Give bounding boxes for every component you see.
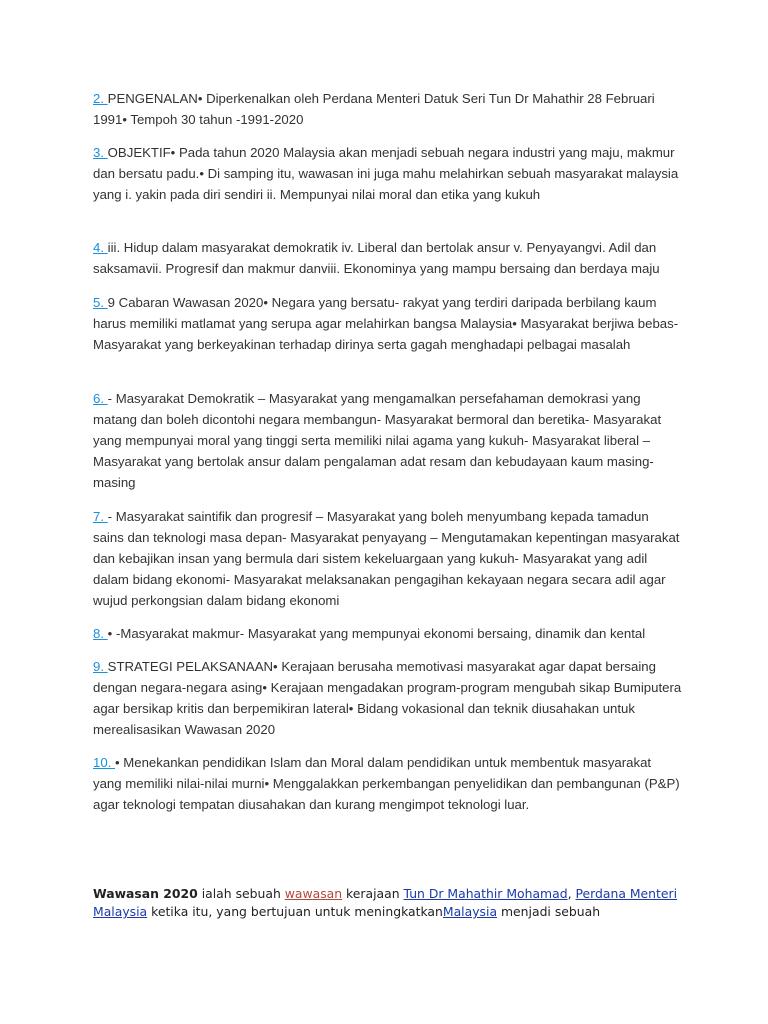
paragraph-4 bbox=[93, 237, 683, 279]
paragraph-text: • -Masyarakat makmur- Masyarakat yang mempunyai ekonomi bersaing, dinamik dan kental bbox=[107, 626, 646, 641]
page-link-4[interactable]: 4. bbox=[93, 240, 108, 255]
page-link-8[interactable]: 8. bbox=[93, 626, 108, 641]
page-link-2[interactable]: 2. bbox=[93, 91, 108, 106]
link-wawasan[interactable]: wawasan bbox=[284, 886, 343, 901]
paragraph-text: OBJEKTIF• Pada tahun 2020 Malaysia akan menjadi sebuah negara industri yang maju, makmur dan bersatu padu.• Di samping itu, wawasan ini juga mahu melahirkan sebuah masyarakat malaysia yang i. yakin pada diri sendiri ii. Mempunyai nilai moral dan etika yang kukuh bbox=[93, 145, 679, 202]
footer-text: kerajaan bbox=[342, 886, 404, 901]
page-link-3[interactable]: 3. bbox=[93, 145, 108, 160]
link-mahathir[interactable]: Tun Dr Mahathir Mohamad bbox=[403, 886, 568, 901]
paragraph-text: 9 Cabaran Wawasan 2020• Negara yang bersatu- rakyat yang terdiri daripada berbilang kaum harus memiliki matlamat yang serupa agar melahirkan bangsa Malaysia• Masyarakat berjiwa bebas- Masyarakat yang berkeyakinan terhadap dirinya serta gagah menghadapi pelbagai masalah bbox=[93, 295, 679, 352]
paragraph-text: PENGENALAN• Diperkenalkan oleh Perdana Menteri Datuk Seri Tun Dr Mahathir 28 Februari 1991• Tempoh 30 tahun -1991-2020 bbox=[93, 91, 655, 127]
page-link-6[interactable]: 6. bbox=[93, 391, 108, 406]
paragraph-3 bbox=[93, 142, 683, 205]
paragraph-text: - Masyarakat saintifik dan progresif – Masyarakat yang boleh menyumbang kepada tamadun sains dan teknologi masa depan- Masyarakat penyayang – Mengutamakan kepentingan masyarakat dan kebajikan insan yang bermula dari sistem kekeluargaan yang kukuh- Masyarakat yang adil dalam bidang ekonomi- Masyarakat melaksanakan pengagihan kekayaan negara secara adil agar wujud perkongsian dalam bidang ekonomi bbox=[93, 509, 680, 608]
footer-text: ketika itu, yang bertujuan untuk meningkatkan bbox=[147, 904, 443, 919]
footer-bold-title: Wawasan 2020 bbox=[93, 886, 198, 901]
link-perdana-menteri[interactable]: Perdana Menteri Malaysia bbox=[93, 886, 678, 919]
page-link-9[interactable]: 9. bbox=[93, 659, 108, 674]
paragraph-text: iii. Hidup dalam masyarakat demokratik iv. Liberal dan bertolak ansur v. Penyayangvi. Adil dan saksamavii. Progresif dan makmur danviii. Ekonominya yang mampu bersaing dan berdaya maju bbox=[93, 240, 660, 276]
paragraph-7 bbox=[93, 506, 683, 611]
paragraph-9 bbox=[93, 656, 683, 740]
link-malaysia[interactable]: Malaysia bbox=[442, 904, 498, 919]
paragraph-6 bbox=[93, 388, 683, 493]
footer-text: menjadi sebuah bbox=[497, 904, 601, 919]
paragraph-5 bbox=[93, 292, 683, 355]
page-link-10[interactable]: 10. bbox=[93, 755, 115, 770]
page-link-7[interactable]: 7. bbox=[93, 509, 108, 524]
paragraph-2 bbox=[93, 88, 683, 130]
footer-text: , bbox=[567, 886, 576, 901]
paragraph-8 bbox=[93, 623, 683, 644]
footer-text: ialah sebuah bbox=[197, 886, 285, 901]
paragraph-10 bbox=[93, 752, 683, 815]
paragraph-text: STRATEGI PELAKSANAAN• Kerajaan berusaha memotivasi masyarakat agar dapat bersaing dengan negara-negara asing• Kerajaan mengadakan program-program mengubah sikap Bumiputera agar bersikap kritis dan berpemikiran lateral• Bidang vokasional dan teknik diusahakan untuk merealisasikan Wawasan 2020 bbox=[93, 659, 682, 737]
paragraph-text: • Menekankan pendidikan Islam dan Moral dalam pendidikan untuk membentuk masyarakat yang memiliki nilai-nilai murni• Menggalakkan perkembangan penyelidikan dan pembangunan (P&P) agar teknologi tempatan diusahakan dan kurang mengimpot teknologi luar. bbox=[93, 755, 680, 812]
paragraph-text: - Masyarakat Demokratik – Masyarakat yang mengamalkan persefahaman demokrasi yang matang dan boleh dicontohi negara membangun- Masyarakat bermoral dan beretika- Masyarakat yang mempunyai moral yang tinggi serta memiliki nilai agama yang kukuh- Masyarakat liberal – Masyarakat yang bertolak ansur dalam pengalaman adat resam dan kebudayaan kaum masing-masing bbox=[93, 391, 662, 490]
footer-intro bbox=[93, 885, 683, 921]
page-link-5[interactable]: 5. bbox=[93, 295, 108, 310]
